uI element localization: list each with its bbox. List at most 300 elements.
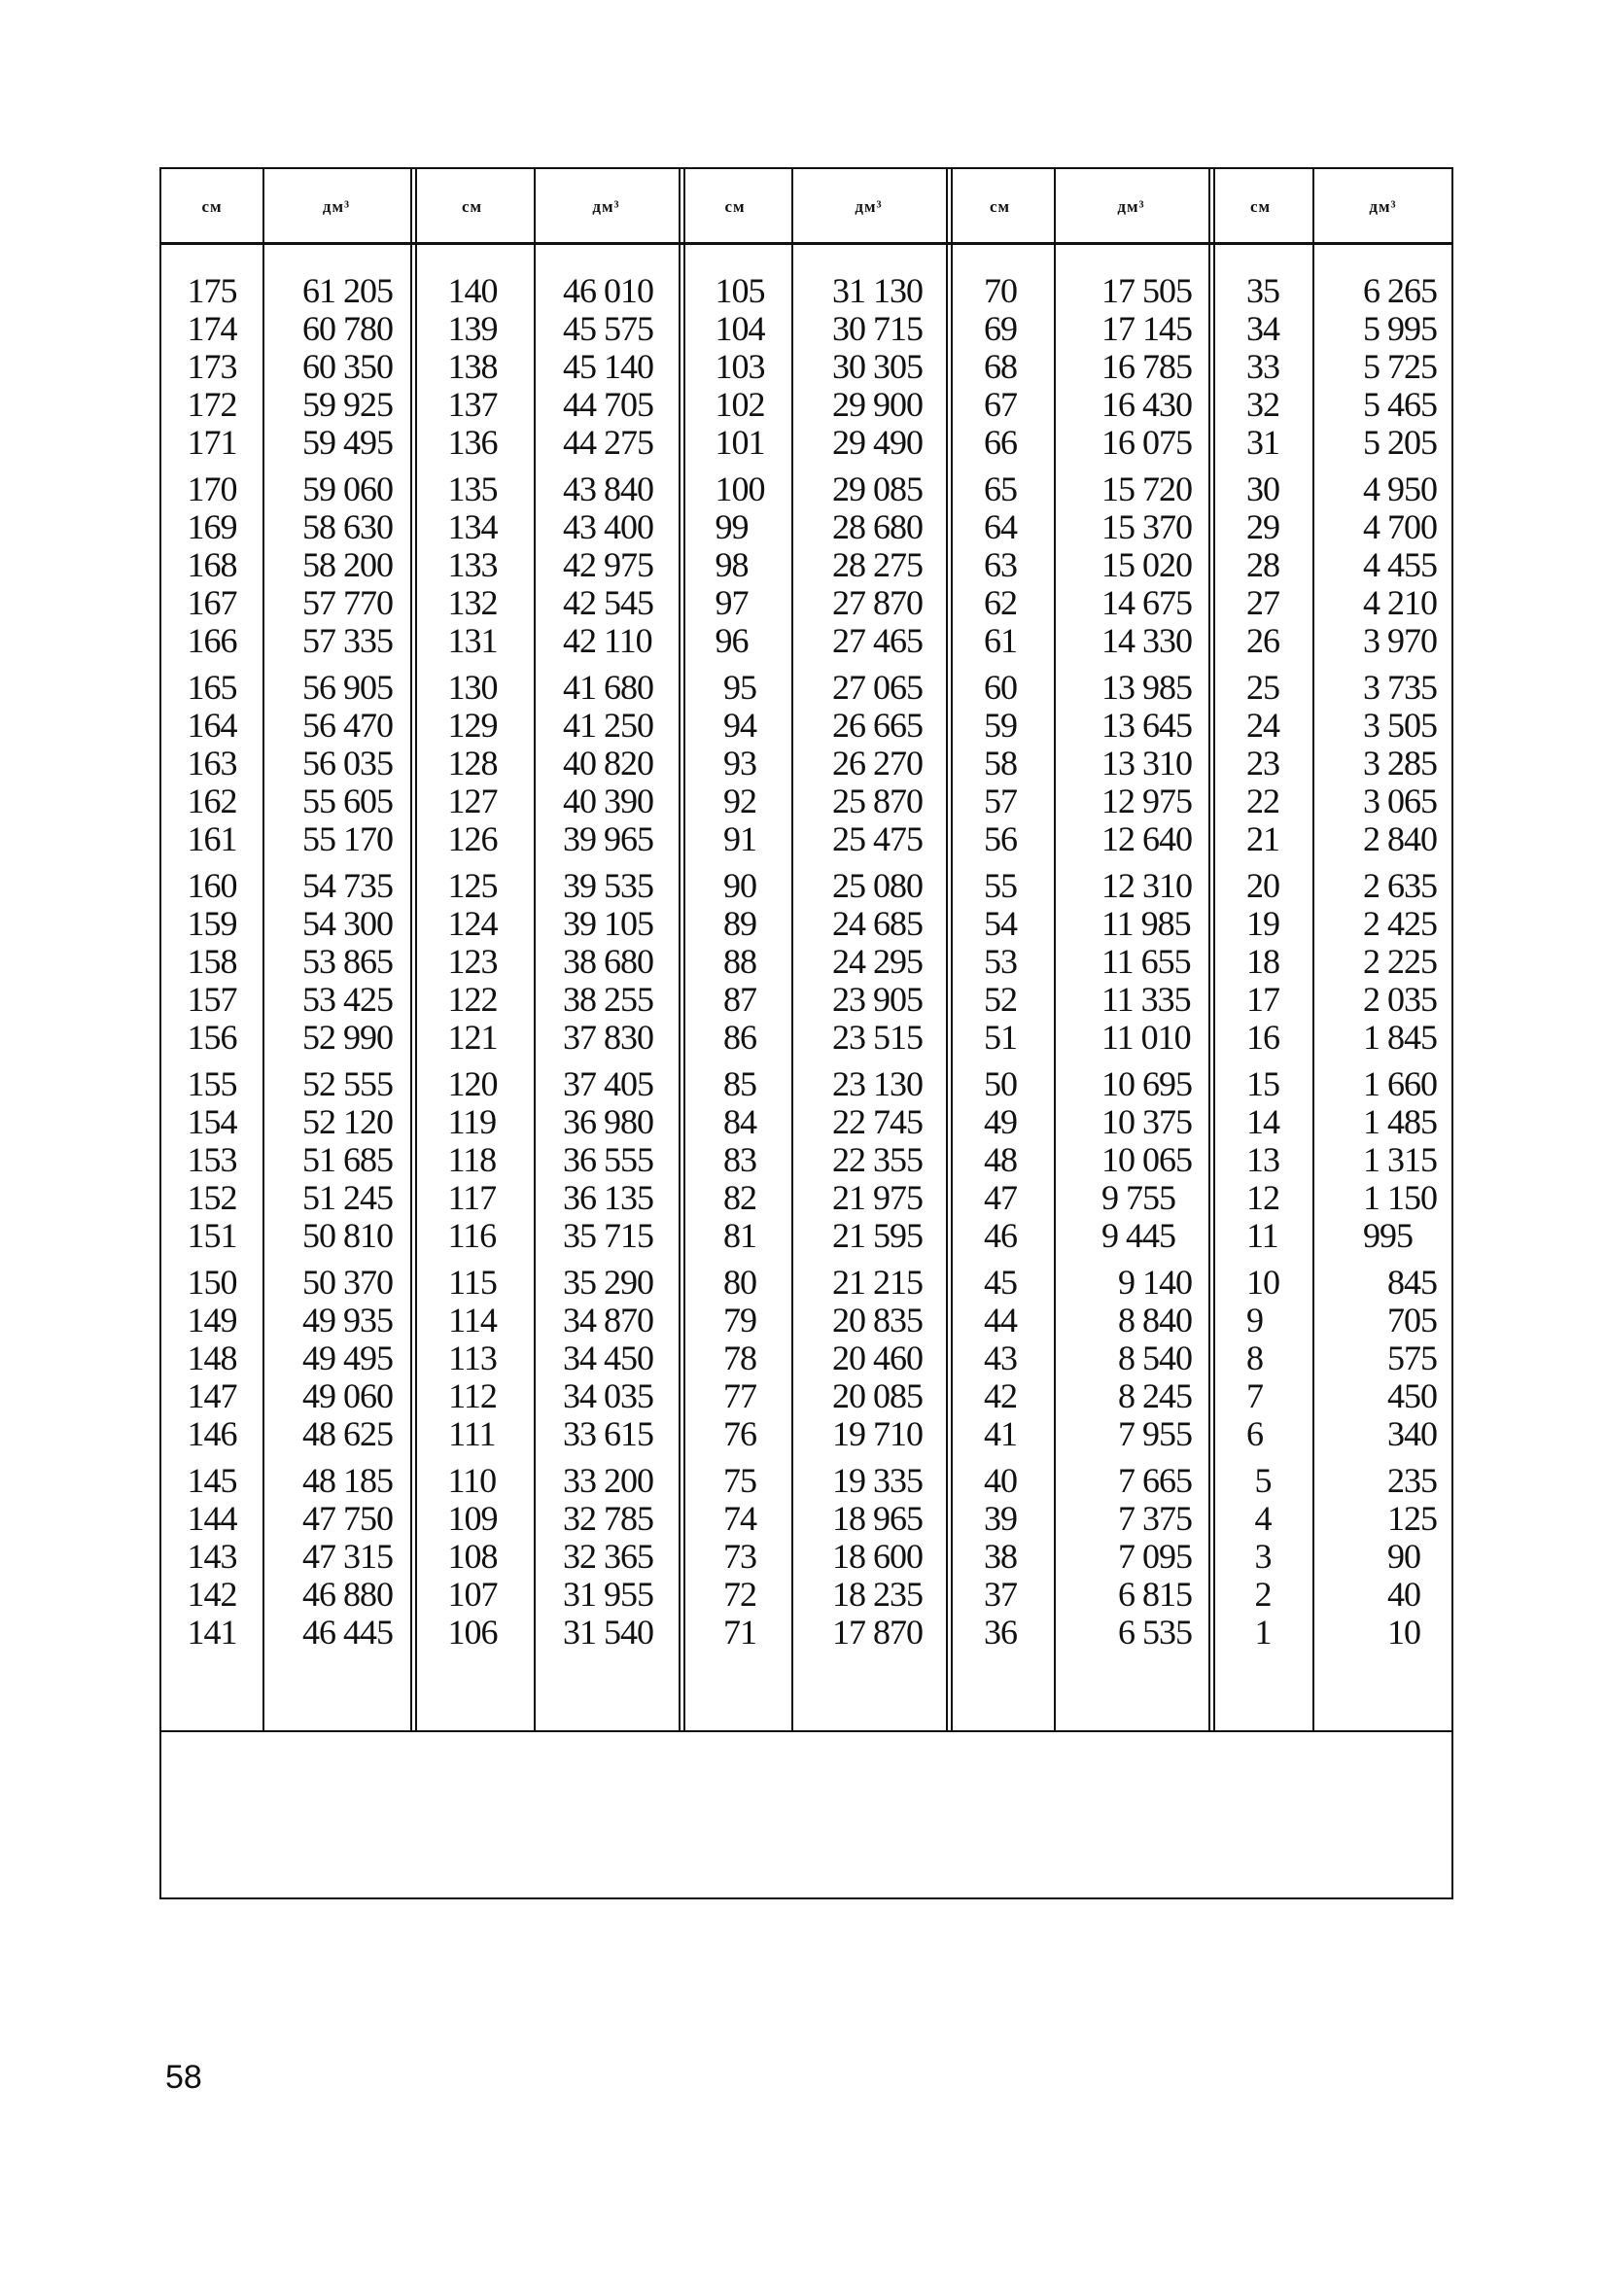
cm-cell: 128 (447, 744, 498, 783)
cm-cell: 160 (187, 866, 237, 905)
dm3-cell: 44 705 (563, 385, 653, 424)
column-rule (262, 245, 264, 1730)
double-rule (1213, 169, 1215, 242)
dm3-cell: 20 085 (832, 1376, 923, 1415)
cm-cell: 5 (1254, 1461, 1272, 1500)
row-group (1118, 1264, 1192, 1453)
header-dm3: дм³ (322, 197, 351, 216)
dm3-cell: 34 450 (563, 1339, 653, 1377)
cm-cell: 141 (187, 1613, 237, 1652)
dm3-cell: 1 485 (1363, 1102, 1437, 1141)
cm-cell: 40 (984, 1461, 1017, 1500)
dm3-cell: 7 665 (1118, 1461, 1192, 1500)
cm-cell: 168 (187, 545, 237, 584)
row-group (188, 470, 237, 660)
row-group (723, 1264, 756, 1453)
row-group (563, 1462, 653, 1652)
dm3-cell: 25 870 (832, 782, 923, 820)
dm3-cell: 41 250 (563, 706, 653, 745)
column-rule (791, 245, 793, 1730)
dm3-cell: 29 490 (832, 423, 923, 462)
cm-cell: 150 (187, 1263, 237, 1302)
row-group (1101, 867, 1192, 1057)
cm-cell: 171 (187, 423, 237, 462)
cm-cell: 121 (447, 1018, 498, 1057)
cm-cell: 47 (984, 1178, 1017, 1217)
header-dm3: дм³ (855, 197, 883, 216)
column-rule (1054, 169, 1056, 242)
cm-cell: 98 (715, 545, 749, 584)
dm3-cell: 43 400 (563, 507, 653, 546)
row-group (302, 1065, 393, 1255)
cm-cell: 105 (715, 271, 765, 310)
cm-cell: 85 (723, 1064, 756, 1103)
dm3-cell: 22 745 (832, 1102, 923, 1141)
cm-cell: 25 (1246, 668, 1279, 707)
dm3-cell: 35 715 (563, 1216, 653, 1255)
dm3-cell: 15 020 (1101, 545, 1192, 584)
cm-cell: 112 (448, 1376, 497, 1415)
double-rule (683, 169, 685, 242)
cm-cell: 134 (447, 507, 498, 546)
dm3-cell: 8 245 (1118, 1376, 1192, 1415)
dm3-cell: 36 135 (563, 1178, 653, 1217)
row-group (984, 1065, 1017, 1255)
dm3-cell: 24 685 (832, 904, 923, 943)
cm-cell: 151 (187, 1216, 237, 1255)
cm-cell: 79 (723, 1301, 756, 1339)
cm-cell: 173 (187, 347, 237, 386)
cm-cell: 42 (984, 1376, 1017, 1415)
dm3-cell: 9 445 (1101, 1216, 1175, 1255)
column-rule (679, 169, 681, 242)
cm-cell: 64 (984, 507, 1017, 546)
cm-column (1224, 272, 1302, 1652)
cm-cell: 113 (448, 1339, 497, 1377)
header-cm: см (1249, 197, 1272, 216)
column-rule (1312, 169, 1314, 242)
dm3-cell: 34 035 (563, 1376, 653, 1415)
row-group (1246, 669, 1279, 858)
row-group (1363, 867, 1437, 1057)
header-cm: см (724, 197, 746, 216)
row-group (1101, 669, 1192, 858)
cm-cell: 100 (715, 470, 765, 508)
dm3-cell: 10 695 (1101, 1064, 1192, 1103)
cm-cell: 45 (984, 1263, 1017, 1302)
dm3-cell: 31 955 (563, 1575, 653, 1614)
row-group (1255, 1462, 1272, 1652)
row-group (1387, 1264, 1437, 1453)
cm-cell: 83 (723, 1140, 756, 1179)
dm3-cell: 43 840 (563, 470, 653, 508)
cm-column (173, 272, 251, 1652)
row-group (1387, 1462, 1437, 1652)
row-group (723, 1065, 756, 1255)
dm3-cell: 2 840 (1363, 819, 1437, 858)
row-group (984, 867, 1017, 1057)
cm-cell: 61 (984, 621, 1017, 660)
cm-cell: 75 (723, 1461, 756, 1500)
dm3-cell: 45 140 (563, 347, 653, 386)
dm3-cell: 40 (1387, 1575, 1420, 1614)
row-group (302, 470, 393, 660)
dm3-cell: 39 965 (563, 819, 653, 858)
dm3-cell: 15 720 (1101, 470, 1192, 508)
dm3-cell: 24 295 (832, 942, 923, 981)
cm-cell: 123 (447, 942, 498, 981)
header-dm3: дм³ (592, 197, 620, 216)
row-group (563, 1065, 653, 1255)
row-group (716, 470, 765, 660)
cm-cell: 117 (447, 1178, 497, 1217)
row-group (716, 272, 765, 462)
row-group (1246, 1264, 1279, 1453)
dm3-cell: 13 310 (1101, 744, 1192, 783)
row-group (832, 1065, 923, 1255)
dm3-cell: 34 870 (563, 1301, 653, 1339)
cm-cell: 2 (1254, 1575, 1272, 1614)
dm3-cell: 3 505 (1363, 706, 1437, 745)
cm-cell: 170 (187, 470, 237, 508)
dm3-cell: 23 130 (832, 1064, 923, 1103)
dm3-cell: 53 865 (302, 942, 393, 981)
cm-cell: 35 (1246, 271, 1279, 310)
cm-cell: 77 (723, 1376, 756, 1415)
row-group (563, 470, 653, 660)
cm-cell: 10 (1246, 1263, 1279, 1302)
dm3-column (1363, 272, 1437, 1652)
cm-cell: 163 (187, 744, 237, 783)
row-group (723, 867, 756, 1057)
dm3-cell: 57 770 (302, 583, 393, 622)
cm-cell: 157 (187, 980, 237, 1019)
row-group (188, 669, 237, 858)
cm-cell: 101 (715, 423, 765, 462)
volume-table (159, 167, 1453, 1899)
dm3-cell: 37 405 (563, 1064, 653, 1103)
dm3-cell: 47 750 (302, 1499, 393, 1538)
cm-cell: 135 (447, 470, 498, 508)
dm3-cell: 11 655 (1101, 942, 1191, 981)
header-cm: см (201, 197, 223, 216)
cm-cell: 174 (187, 309, 237, 348)
cm-cell: 102 (715, 385, 765, 424)
column-rule (679, 245, 681, 1730)
cm-cell: 129 (447, 706, 498, 745)
cm-cell: 17 (1246, 980, 1279, 1019)
dm3-cell: 90 (1387, 1537, 1420, 1576)
row-group (448, 470, 498, 660)
dm3-cell: 4 950 (1363, 470, 1437, 508)
dm3-cell: 26 270 (832, 744, 923, 783)
row-group (984, 1462, 1017, 1652)
dm3-cell: 7 095 (1118, 1537, 1192, 1576)
cm-cell: 162 (187, 782, 237, 820)
row-group (188, 272, 237, 462)
dm3-cell: 5 995 (1363, 309, 1437, 348)
row-group (302, 1462, 393, 1652)
dm3-cell: 30 715 (832, 309, 923, 348)
dm3-cell: 125 (1387, 1499, 1437, 1538)
dm3-cell: 29 085 (832, 470, 923, 508)
row-group (1101, 272, 1192, 462)
dm3-cell: 8 840 (1118, 1301, 1192, 1339)
cm-cell: 99 (715, 507, 749, 546)
cm-cell: 81 (723, 1216, 756, 1255)
cm-cell: 49 (984, 1102, 1017, 1141)
dm3-cell: 25 475 (832, 819, 923, 858)
cm-cell: 127 (447, 782, 498, 820)
cm-cell: 142 (187, 1575, 237, 1614)
dm3-cell: 36 555 (563, 1140, 653, 1179)
dm3-cell: 7 955 (1118, 1414, 1192, 1453)
dm3-cell: 9 755 (1101, 1178, 1175, 1217)
dm3-cell: 46 880 (302, 1575, 393, 1614)
dm3-cell: 9 140 (1118, 1263, 1192, 1302)
dm3-cell: 54 300 (302, 904, 393, 943)
double-rule (683, 245, 685, 1730)
header-cm: см (989, 197, 1011, 216)
cm-cell: 87 (723, 980, 756, 1019)
dm3-cell: 36 980 (563, 1102, 653, 1141)
cm-cell: 131 (447, 621, 498, 660)
dm3-cell: 20 835 (832, 1301, 923, 1339)
cm-cell: 15 (1246, 1064, 1279, 1103)
cm-cell: 82 (723, 1178, 756, 1217)
dm3-cell: 42 975 (563, 545, 653, 584)
cm-cell: 56 (984, 819, 1017, 858)
cm-cell: 120 (447, 1064, 498, 1103)
dm3-cell: 2 425 (1363, 904, 1437, 943)
dm3-cell: 11 335 (1101, 980, 1191, 1019)
cm-cell: 55 (984, 866, 1017, 905)
cm-cell: 116 (447, 1216, 497, 1255)
dm3-cell: 61 205 (302, 271, 393, 310)
row-group (448, 272, 498, 462)
cm-cell: 36 (984, 1613, 1017, 1652)
cm-cell: 24 (1246, 706, 1279, 745)
cm-cell: 23 (1246, 744, 1279, 783)
dm3-cell: 33 615 (563, 1414, 653, 1453)
cm-cell: 7 (1246, 1376, 1263, 1415)
dm3-cell: 4 210 (1363, 583, 1437, 622)
cm-column (434, 272, 511, 1652)
table-header-row (161, 169, 1451, 245)
cm-cell: 145 (187, 1461, 237, 1500)
cm-cell: 140 (447, 271, 498, 310)
column-rule (1054, 245, 1056, 1730)
dm3-cell: 6 815 (1118, 1575, 1192, 1614)
cm-cell: 9 (1246, 1301, 1263, 1339)
dm3-cell: 59 925 (302, 385, 393, 424)
row-group (1363, 669, 1437, 858)
dm3-cell: 7 375 (1118, 1499, 1192, 1538)
dm3-cell: 575 (1387, 1339, 1437, 1377)
dm3-cell: 33 200 (563, 1461, 653, 1500)
column-rule (946, 245, 948, 1730)
cm-cell: 13 (1246, 1140, 1279, 1179)
row-group (984, 1264, 1017, 1453)
cm-cell: 12 (1246, 1178, 1279, 1217)
dm3-cell: 2 225 (1363, 942, 1437, 981)
row-group (448, 867, 498, 1057)
cm-cell: 130 (447, 668, 498, 707)
dm3-cell: 340 (1387, 1414, 1437, 1453)
dm3-cell: 38 255 (563, 980, 653, 1019)
dm3-cell: 41 680 (563, 668, 653, 707)
row-group (188, 1264, 237, 1453)
cm-cell: 148 (187, 1339, 237, 1377)
cm-cell: 3 (1254, 1537, 1272, 1576)
row-group (832, 1264, 923, 1453)
row-group (1246, 272, 1279, 462)
row-group (723, 1462, 756, 1652)
double-rule (951, 245, 953, 1730)
cm-cell: 8 (1246, 1339, 1263, 1377)
header-dm3: дм³ (1369, 197, 1397, 216)
cm-cell: 74 (723, 1499, 756, 1538)
cm-cell: 159 (187, 904, 237, 943)
cm-cell: 109 (447, 1499, 498, 1538)
cm-cell: 167 (187, 583, 237, 622)
double-rule (951, 169, 953, 242)
dm3-column (1101, 272, 1192, 1652)
dm3-cell: 60 780 (302, 309, 393, 348)
cm-cell: 147 (187, 1376, 237, 1415)
cm-cell: 164 (187, 706, 237, 745)
cm-cell: 97 (715, 583, 749, 622)
cm-cell: 20 (1246, 866, 1279, 905)
dm3-cell: 49 060 (302, 1376, 393, 1415)
cm-cell: 67 (984, 385, 1017, 424)
cm-cell: 106 (447, 1613, 498, 1652)
dm3-cell: 37 830 (563, 1018, 653, 1057)
cm-cell: 126 (447, 819, 498, 858)
cm-cell: 58 (984, 744, 1017, 783)
dm3-cell: 28 680 (832, 507, 923, 546)
dm3-cell: 39 535 (563, 866, 653, 905)
dm3-cell: 21 215 (832, 1263, 923, 1302)
row-group (1363, 1065, 1437, 1255)
cm-cell: 84 (723, 1102, 756, 1141)
cm-cell: 161 (187, 819, 237, 858)
row-group (1246, 1065, 1279, 1255)
dm3-cell: 3 065 (1363, 782, 1437, 820)
cm-cell: 165 (187, 668, 237, 707)
dm3-cell: 54 735 (302, 866, 393, 905)
cm-cell: 51 (984, 1018, 1017, 1057)
cm-cell: 78 (723, 1339, 756, 1377)
column-rule (1208, 169, 1210, 242)
dm3-cell: 14 675 (1101, 583, 1192, 622)
cm-cell: 107 (447, 1575, 498, 1614)
dm3-cell: 50 810 (302, 1216, 393, 1255)
cm-cell: 28 (1246, 545, 1279, 584)
cm-cell: 138 (447, 347, 498, 386)
cm-cell: 62 (984, 583, 1017, 622)
row-group (832, 272, 923, 462)
cm-cell: 104 (715, 309, 765, 348)
row-group (302, 669, 393, 858)
dm3-cell: 59 495 (302, 423, 393, 462)
row-group (302, 1264, 393, 1453)
dm3-cell: 46 010 (563, 271, 653, 310)
dm3-cell: 45 575 (563, 309, 653, 348)
cm-cell: 139 (447, 309, 498, 348)
dm3-cell: 10 375 (1101, 1102, 1192, 1141)
cm-cell: 63 (984, 545, 1017, 584)
cm-cell: 80 (723, 1263, 756, 1302)
cm-cell: 91 (723, 819, 756, 858)
cm-cell: 68 (984, 347, 1017, 386)
dm3-cell: 17 145 (1101, 309, 1192, 348)
cm-cell: 37 (984, 1575, 1017, 1614)
cm-cell: 119 (447, 1102, 497, 1141)
dm3-cell: 56 470 (302, 706, 393, 745)
row-group (832, 669, 923, 858)
cm-cell: 133 (447, 545, 498, 584)
column-rule (534, 169, 536, 242)
dm3-cell: 47 315 (302, 1537, 393, 1576)
dm3-cell: 705 (1387, 1301, 1437, 1339)
dm3-cell: 2 035 (1363, 980, 1437, 1019)
cm-cell: 93 (723, 744, 756, 783)
cm-cell: 60 (984, 668, 1017, 707)
dm3-cell: 10 (1387, 1613, 1420, 1652)
column-rule (410, 169, 412, 242)
dm3-cell: 845 (1387, 1263, 1437, 1302)
cm-cell: 90 (723, 866, 756, 905)
dm3-cell: 22 355 (832, 1140, 923, 1179)
row-group (448, 1462, 498, 1652)
dm3-cell: 20 460 (832, 1339, 923, 1377)
dm3-cell: 38 680 (563, 942, 653, 981)
dm3-cell: 39 105 (563, 904, 653, 943)
cm-cell: 158 (187, 942, 237, 981)
dm3-cell: 2 635 (1363, 866, 1437, 905)
cm-cell: 73 (723, 1537, 756, 1576)
column-rule (1208, 245, 1210, 1730)
dm3-cell: 32 785 (563, 1499, 653, 1538)
dm3-cell: 4 455 (1363, 545, 1437, 584)
dm3-cell: 10 065 (1101, 1140, 1192, 1179)
dm3-cell: 35 290 (563, 1263, 653, 1302)
dm3-cell: 16 075 (1101, 423, 1192, 462)
dm3-cell: 49 935 (302, 1301, 393, 1339)
dm3-cell: 40 820 (563, 744, 653, 783)
row-group (1101, 470, 1192, 660)
dm3-cell: 31 130 (832, 271, 923, 310)
cm-cell: 57 (984, 782, 1017, 820)
cm-cell: 89 (723, 904, 756, 943)
column-rule (946, 169, 948, 242)
cm-cell: 152 (187, 1178, 237, 1217)
cm-cell: 11 (1246, 1216, 1278, 1255)
cm-cell: 52 (984, 980, 1017, 1019)
row-group (1363, 272, 1437, 462)
cm-cell: 19 (1246, 904, 1279, 943)
row-group (563, 867, 653, 1057)
page-number: 58 (165, 2059, 202, 2096)
cm-cell: 50 (984, 1064, 1017, 1103)
row-group (832, 867, 923, 1057)
dm3-cell: 6 535 (1118, 1613, 1192, 1652)
column-rule (791, 169, 793, 242)
cm-cell: 143 (187, 1537, 237, 1576)
cm-cell: 172 (187, 385, 237, 424)
cm-cell: 21 (1246, 819, 1279, 858)
